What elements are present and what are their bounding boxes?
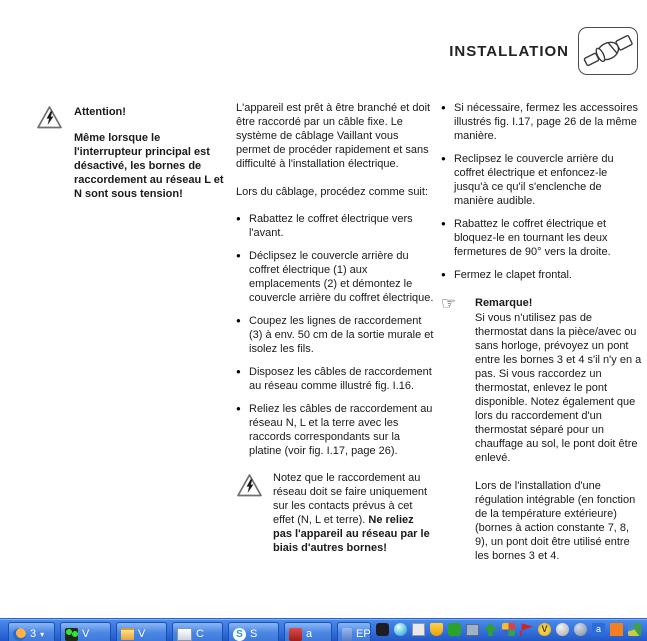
warning-note xyxy=(236,471,434,555)
warning-text: Notez que le raccordement au réseau doit se faire uniquement sur les contacts prévus à cet effet (N, L et terre). Ne reliez pas l'appareil au réseau par le biais d'autres bornes! xyxy=(273,472,430,554)
gray-ball-icon[interactable] xyxy=(556,623,569,636)
taskbar-button-folder[interactable]: V xyxy=(116,622,167,641)
attention-body: Même lorsque le l'interrupteur principal est désactivé, les bornes de raccordement au réseau L et N sont sous tension! xyxy=(74,132,224,200)
firefox-icon xyxy=(13,628,26,641)
list-item: ● Disposez les câbles de raccordement au réseau comme illustré fig. I.16. xyxy=(236,366,432,392)
list-item: ● Reclipsez le couvercle arrière du coffret électrique et enfoncez-le jusqu'à ce qu'il s'enclenche de manière audible. xyxy=(441,153,614,207)
taskbar-button-skype[interactable]: S S xyxy=(228,622,279,641)
generic-app-icon xyxy=(342,628,352,641)
red-flag-icon[interactable] xyxy=(520,623,533,636)
taskbar-button-document[interactable]: C xyxy=(172,622,223,641)
document-window-icon xyxy=(177,628,192,641)
remark-title: Remarque! xyxy=(475,297,533,309)
intro-paragraph: L'appareil est prêt à être branché et doit être raccordé par un câble fixe. Le système de câblage Vaillant vous permet de procéder rapidement et sans difficulté à l'installation électrique. xyxy=(236,102,431,170)
orange-app-icon[interactable] xyxy=(610,623,623,636)
list-item: ● Si nécessaire, fermez les accessoires illustrés fig. I.17, page 26 de la même manière. xyxy=(441,102,639,142)
remark-block xyxy=(441,296,643,465)
v-coin-icon[interactable] xyxy=(538,623,551,636)
list-item: ● Fermez le clapet frontal. xyxy=(441,269,572,281)
list-item: ● Rabattez le coffret électrique et bloquez-le en tournant les deux fermetures de 90° vers la droite. xyxy=(441,218,611,258)
window-icon[interactable] xyxy=(412,623,425,636)
bullet-icon: ● xyxy=(236,251,241,260)
attention-title: Attention! xyxy=(74,106,126,118)
upload-arrow-icon[interactable] xyxy=(484,623,497,636)
partial-edge-icon[interactable] xyxy=(628,623,641,636)
green-app-icon xyxy=(65,628,78,641)
bullet-icon: ● xyxy=(236,316,241,325)
list-item: ● Rabattez le coffret électrique vers l'avant. xyxy=(236,213,413,239)
chevron-down-icon: ▾ xyxy=(40,629,45,639)
procedure-lead: Lors du câblage, procédez comme suit: xyxy=(236,186,428,198)
column-right xyxy=(441,101,643,563)
acrobat-icon xyxy=(289,628,302,641)
taskbar-button-green-app[interactable]: V xyxy=(60,622,111,641)
bullet-icon: ● xyxy=(441,103,446,112)
display-audio-icon[interactable] xyxy=(466,624,479,636)
column-middle xyxy=(236,101,434,555)
list-item: ● Reliez les câbles de raccordement au réseau N, L et la terre avec les raccords correspondants sur la platine (voir fig. I.17, page 26). xyxy=(236,403,433,457)
bullet-icon: ● xyxy=(236,367,241,376)
closing-steps-list xyxy=(441,101,643,282)
bullet-icon: ● xyxy=(236,404,241,413)
remark-content xyxy=(475,296,643,465)
taskbar xyxy=(0,618,647,641)
regulation-paragraph: Lors de l'installation d'une régulation intégrable (en fonction de la température extérieure) (bornes à action constante 7, 8, 9), un pont doit être utilisé entre les bornes 3 et 4. xyxy=(475,480,636,562)
column-left xyxy=(36,103,230,201)
remark-body: Si vous n'utilisez pas de thermostat dans la pièce/avec ou sans horloge, prévoyez un pont entre les bornes 3 et 4 s'il n'y en a pas. Si vous raccordez un thermostat, enlevez le pont disponible. Notez également que lors du raccordement d'un thermostat séparé pour un chauffage au sol, le pont doit être enlevé. xyxy=(475,312,642,464)
page-header xyxy=(449,27,638,75)
security-shield-icon[interactable] xyxy=(430,623,443,636)
folder-icon xyxy=(121,628,134,640)
color-app-icon[interactable] xyxy=(502,623,515,636)
robot-icon[interactable] xyxy=(376,623,389,636)
messenger-ball-icon[interactable] xyxy=(394,623,407,636)
users-icon[interactable] xyxy=(448,623,461,636)
system-tray xyxy=(376,623,641,636)
list-item: ● Déclipsez le couvercle arrière du coffret électrique (1) aux emplacements (2) et démontez le couvercle arrière du coffret électrique. xyxy=(236,250,434,304)
procedure-list xyxy=(236,212,434,458)
taskbar-button-acrobat[interactable]: a xyxy=(284,622,332,641)
a-app-icon[interactable] xyxy=(592,623,605,636)
bullet-icon: ● xyxy=(441,154,446,163)
globe-icon[interactable] xyxy=(574,623,587,636)
taskbar-button-firefox-group[interactable]: 3 ▾ xyxy=(8,622,55,641)
warning-triangle-icon xyxy=(236,471,264,555)
warning-triangle-icon xyxy=(36,103,64,201)
skype-icon xyxy=(233,628,246,641)
bullet-icon: ● xyxy=(236,214,241,223)
bullet-icon: ● xyxy=(441,270,446,279)
pointing-hand-icon: ☞ xyxy=(441,294,457,313)
pipe-union-icon xyxy=(578,27,638,75)
list-item: ● Coupez les lignes de raccordement (3) à env. 50 cm de la sortie murale et isolez les fils. xyxy=(236,315,434,355)
page-title: INSTALLATION xyxy=(449,42,569,60)
attention-block xyxy=(74,103,230,201)
bullet-icon: ● xyxy=(441,219,446,228)
taskbar-button-ep[interactable]: EP xyxy=(337,622,371,641)
